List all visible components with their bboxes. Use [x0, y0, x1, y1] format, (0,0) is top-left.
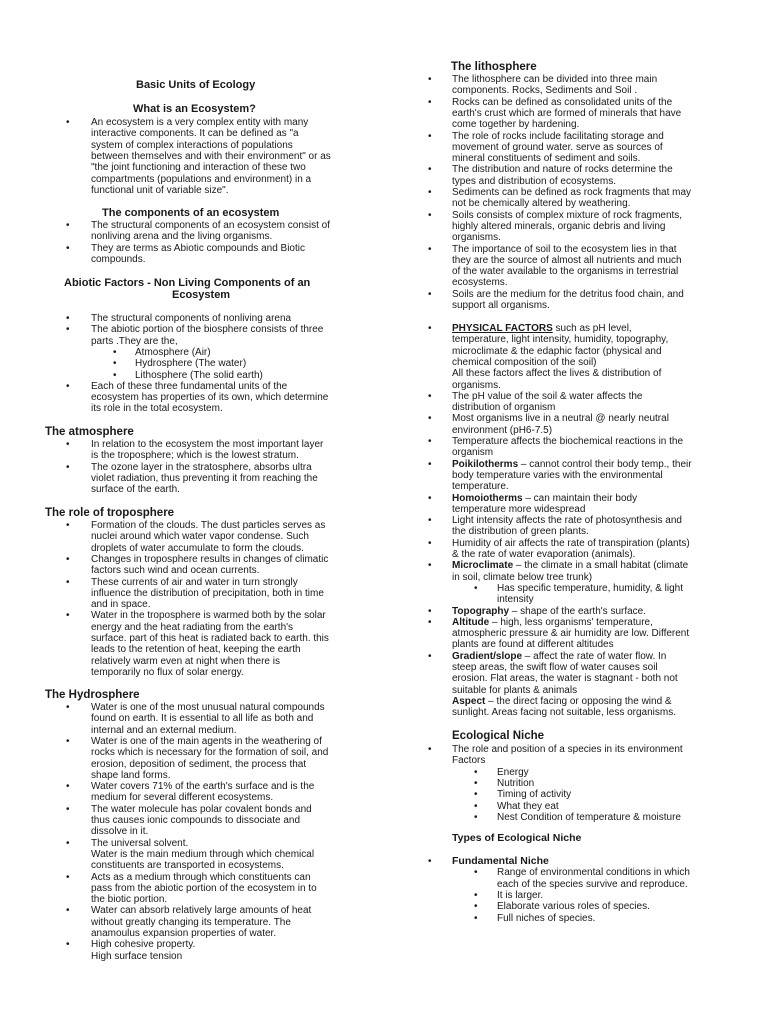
list-item-text: distribution of organism	[452, 402, 556, 414]
term-label: Homoiotherms	[452, 492, 523, 504]
bullet-icon: •	[428, 436, 432, 447]
text-line: Factors	[452, 755, 486, 767]
bullet-icon: •	[428, 243, 432, 255]
term-label: Microclimate	[452, 560, 514, 572]
bullet-icon: •	[474, 789, 478, 801]
section-heading: Fundamental Niche	[452, 855, 549, 867]
list-item-text: Sediments can be defined as rock fragments that may	[452, 187, 692, 198]
list-item-text: Water can absorb relatively large amounts of heat	[91, 905, 312, 917]
list-item-text: Soils consists of complex mixture of rock fragments,	[452, 209, 683, 221]
bullet-icon: •	[428, 187, 432, 198]
bullet-icon: •	[428, 616, 432, 628]
bullet-icon: •	[428, 560, 432, 572]
term-definition: – high, less organisms' temperature,	[489, 616, 653, 628]
bullet-icon: •	[428, 413, 432, 425]
text-line: microclimate & the edaphic factor (physical and	[452, 345, 662, 357]
list-item-text: The water molecule has polar covalent bonds and	[91, 803, 312, 815]
section-heading: The components of an ecosystem	[102, 207, 280, 219]
text-line: steep areas, the swift flow of water causes soil	[452, 662, 658, 673]
list-item-text: movement of ground water. serve as sources of	[452, 141, 663, 153]
text-line: in soil, climate below tree trunk)	[452, 571, 593, 583]
paragraph-text: system of complex interactions of populations	[91, 139, 293, 151]
list-item-text: its role in the total ecosystem.	[91, 403, 223, 415]
sub-list-item: Full niches of species.	[497, 912, 596, 924]
list-item-text: types and distribution of ecosystems.	[452, 175, 616, 187]
term-label: Aspect	[452, 695, 486, 707]
term-label: Gradient/slope	[452, 650, 523, 662]
sub-list-item: It is larger.	[497, 889, 544, 901]
bullet-icon: •	[66, 439, 70, 450]
section-heading: The lithosphere	[451, 61, 537, 73]
list-item-text: constituents are transported in ecosystems.	[91, 860, 284, 872]
text-line: erosion. Flat areas, the water is stagnant - both not	[452, 673, 678, 685]
text-line: sunlight. Areas facing not suitable, less organisms.	[452, 707, 677, 719]
bullet-icon: •	[66, 380, 70, 392]
list-item-text: rocks which is necessary for the formation of soil, and	[91, 747, 329, 759]
bullet-icon: •	[66, 837, 70, 849]
term-definition: – the climate in a small habitat (climate	[513, 560, 689, 572]
physical-factors-line	[452, 323, 632, 334]
list-item-text: environment (pH6-7.5)	[452, 424, 553, 436]
list-item-text: Water covers 71% of the earth's surface and is the	[91, 781, 315, 793]
text-line: All these factors affect the lives & distribution of	[452, 368, 662, 380]
text-line	[452, 606, 646, 617]
sub-list-item: Nutrition	[497, 777, 535, 789]
list-item-text: is the troposphere; which is the lowest stratum.	[91, 450, 299, 462]
list-item-text: The importance of soil to the ecosystem lies in that	[452, 243, 677, 255]
bullet-icon: •	[428, 537, 432, 549]
bullet-icon: •	[474, 811, 478, 823]
bullet-icon: •	[428, 458, 432, 470]
bullet-icon: •	[428, 856, 432, 867]
text-line	[452, 696, 672, 707]
term-definition: – shape of the earth's surface.	[509, 605, 647, 617]
list-item-text: The pH value of the soil & water affects the	[452, 390, 643, 402]
sub-list-item: Timing of activity	[497, 789, 572, 801]
bullet-icon: •	[428, 515, 432, 527]
text-line	[452, 651, 666, 662]
bullet-icon: •	[428, 74, 432, 85]
list-item-text: nuclei around which water vapor condense. Such	[91, 531, 309, 543]
list-item-text: Acts as a medium through which constituents can	[91, 871, 311, 883]
list-item-text: High surface tension	[91, 950, 183, 962]
text-line: temperature more widespread	[452, 503, 586, 515]
bullet-icon: •	[66, 702, 70, 713]
list-item-text: The structural components of nonliving arena	[91, 313, 292, 324]
bullet-icon: •	[66, 735, 70, 747]
list-item-text: pass from the abiotic portion of the ecosystem in to	[91, 882, 317, 894]
list-item-text: surface of the earth.	[91, 484, 180, 496]
list-item-text: factors such wind and ocean currents.	[91, 565, 260, 577]
bullet-icon: •	[428, 288, 432, 300]
text-line: The role and position of a species in its environment	[452, 744, 683, 755]
text-line: temperature.	[452, 481, 509, 493]
list-item-text: dissolve in it.	[91, 826, 149, 838]
list-item-text: The ozone layer in the stratosphere, absorbs ultra	[91, 461, 312, 473]
term-definition: – can maintain their body	[522, 492, 638, 504]
list-item-text: High cohesive property.	[91, 939, 196, 951]
sub-list-item: Nest Condition of temperature & moisture	[497, 811, 681, 823]
paragraph-text: An ecosystem is a very complex entity with many	[91, 117, 309, 128]
bullet-icon: •	[66, 324, 70, 336]
list-item-text: found on earth. It is essential to all life as both and	[91, 713, 314, 725]
list-item-text: Each of these three fundamental units of the	[91, 380, 288, 392]
text-line: chemical composition of the soil)	[452, 356, 597, 368]
bullet-icon: •	[66, 803, 70, 815]
list-item-text: anamoulus expansion properties of water.	[91, 928, 277, 939]
list-item-text: internal and an external medium.	[91, 724, 237, 736]
bullet-icon: •	[66, 520, 70, 531]
list-item-text: Water is one of the main agents in the weathering of	[91, 735, 322, 747]
bullet-icon: •	[66, 117, 70, 128]
bullet-icon: •	[113, 369, 117, 381]
list-item-text: mineral constituents of sediment and soils.	[452, 153, 641, 165]
section-heading: Types of Ecological Niche	[452, 832, 582, 844]
bullet-icon: •	[474, 912, 478, 924]
list-item-text: highly altered minerals, organic debris and living	[452, 220, 666, 232]
list-item-text: without greatly changing its temperature. The	[91, 916, 291, 928]
list-item-text: leads to the retention of heat, keeping the earth	[91, 644, 301, 656]
list-item-text: the biotic portion.	[91, 894, 168, 906]
sub-list-item: Lithosphere (The solid earth)	[135, 369, 263, 381]
bullet-icon: •	[428, 323, 432, 334]
term-definition: such as pH level,	[552, 323, 632, 334]
sub-list-item: each of the species survive and reproduce.	[497, 878, 688, 890]
text-line: suitable for plants & animals	[452, 684, 578, 696]
term-label: Poikilotherms	[452, 458, 519, 470]
sub-list-item: Range of environmental conditions in which	[497, 867, 690, 879]
list-item-text: Soils are the medium for the detritus food chain, and	[452, 288, 684, 300]
list-item-text: droplets of water accumulate to form the clouds.	[91, 542, 304, 554]
bullet-icon: •	[66, 871, 70, 883]
bullet-icon: •	[66, 576, 70, 588]
bullet-icon: •	[474, 901, 478, 913]
bullet-icon: •	[428, 164, 432, 176]
paragraph-text: compartments (populations and environment) in a	[91, 173, 312, 185]
bullet-icon: •	[66, 610, 70, 622]
sub-list-item: What they eat	[497, 800, 559, 812]
list-item-text: These currents of air and water in turn strongly	[91, 576, 298, 588]
list-item-text: The structural components of an ecosystem consist of	[91, 220, 330, 231]
list-item-text: compounds.	[91, 253, 146, 265]
list-item-text: Rocks can be defined as consolidated units of the	[452, 96, 673, 108]
bullet-icon: •	[474, 766, 478, 778]
text-line	[452, 493, 637, 504]
list-item-text: they are the source of almost all nutrients and much	[452, 254, 682, 266]
bullet-icon: •	[66, 905, 70, 917]
bullet-icon: •	[66, 313, 70, 324]
bullet-icon: •	[474, 800, 478, 812]
list-item-text: energy and the heat radiating from the earth's	[91, 621, 294, 633]
list-item-text: relatively warm even at night when there is	[91, 655, 280, 667]
sub-list-item: Atmosphere (Air)	[135, 346, 211, 358]
list-item-text: of the water available to the organisms in terrestrial	[452, 266, 679, 278]
list-item-text: They are terms as Abiotic compounds and Biotic	[91, 242, 305, 254]
bullet-icon: •	[428, 650, 432, 662]
term-label: PHYSICAL FACTORS	[452, 323, 553, 334]
text-line: plants are found at different altitudes	[452, 639, 614, 651]
section-heading: What is an Ecosystem?	[133, 103, 256, 115]
paragraph-text: "the joint functioning and interaction of these two	[91, 162, 306, 174]
bullet-icon: •	[66, 781, 70, 793]
bullet-icon: •	[474, 867, 478, 879]
list-item-text: organisms.	[452, 232, 501, 244]
list-item-text: influence the distribution of precipitation, both in time	[91, 587, 324, 599]
section-heading: The atmosphere	[45, 426, 134, 438]
paragraph-text: functional unit of variable size".	[91, 184, 229, 196]
text-line	[452, 617, 653, 628]
section-heading: The Hydrosphere	[45, 689, 140, 701]
section-heading: Ecosystem	[172, 289, 231, 301]
sub-list-item: intensity	[497, 594, 534, 606]
bullet-icon: •	[474, 777, 478, 789]
section-heading: Ecological Niche	[452, 730, 545, 742]
bullet-icon: •	[474, 582, 478, 594]
list-item-text: violet radiation, thus preventing it from reaching the	[91, 472, 318, 484]
section-heading: Abiotic Factors - Non Living Components of an	[64, 277, 311, 289]
bullet-icon: •	[428, 130, 432, 142]
list-item-text: organism	[452, 447, 494, 459]
term-definition: – the direct facing or opposing the wind &	[485, 695, 672, 707]
list-item-text: medium for several different ecosystems.	[91, 792, 274, 804]
list-item-text: Changes in troposphere results in changes of climatic	[91, 553, 329, 565]
list-item-text: nonliving arena and the living organisms.	[91, 231, 273, 243]
list-item-text: erosion, deposition of sediment, the process that	[91, 758, 307, 770]
sub-list-item: Energy	[497, 766, 529, 778]
bullet-icon: •	[66, 553, 70, 565]
bullet-icon: •	[66, 461, 70, 473]
list-item-text: Formation of the clouds. The dust particles serves as	[91, 520, 326, 531]
list-item-text: earth's crust which are formed of minerals that have	[452, 107, 682, 119]
list-item-text: shape land forms.	[91, 769, 171, 781]
list-item-text: surface. part of this heat is radiated back to earth. this	[91, 633, 329, 644]
list-item-text: The role of rocks include facilitating storage and	[452, 130, 664, 142]
bullet-icon: •	[474, 889, 478, 901]
term-label: Topography	[452, 605, 510, 617]
text-line: body temperature varies with the environmental	[452, 469, 663, 481]
term-label: Altitude	[452, 616, 490, 628]
text-line: organisms.	[452, 379, 501, 391]
bullet-icon: •	[113, 358, 117, 370]
text-line: temperature, light intensity, humidity, topography,	[452, 334, 669, 346]
bullet-icon: •	[428, 209, 432, 221]
text-line: atmospheric pressure & air humidity are low. Different	[452, 628, 690, 640]
list-item-text: ecosystems.	[452, 277, 508, 289]
bullet-icon: •	[428, 96, 432, 108]
bullet-icon: •	[66, 220, 70, 231]
bullet-icon: •	[428, 605, 432, 617]
list-item-text: The universal solvent.	[91, 837, 189, 849]
list-item-text: support all organisms.	[452, 300, 550, 311]
text-line	[452, 459, 692, 470]
list-item-text: Water in the troposphere is warmed both by the solar	[91, 610, 326, 622]
list-item-text: come together by hardening.	[452, 119, 580, 131]
list-item-text: & the rate of water evaporation (animals).	[452, 549, 636, 560]
term-definition: – cannot control their body temp., their	[518, 458, 692, 470]
list-item-text: components. Rocks, Sediments and Soil .	[452, 85, 638, 97]
list-item-text: The distribution and nature of rocks determine the	[452, 164, 673, 176]
list-item-text: not be chemically altered by weathering.	[452, 198, 631, 210]
list-item-text: Water is one of the most unusual natural compounds	[91, 702, 325, 713]
bullet-icon: •	[428, 744, 432, 755]
list-item-text: The abiotic portion of the biosphere consists of three	[91, 324, 324, 336]
list-item-text: Humidity of air affects the rate of transpiration (plants)	[452, 537, 690, 549]
paragraph-text: interactive components. It can be defined as "a	[91, 128, 299, 140]
list-item-text: Light intensity affects the rate of photosynthesis and	[452, 515, 682, 527]
list-item-text: parts .They are the,	[91, 335, 178, 347]
bullet-icon: •	[428, 390, 432, 402]
sub-list-item: Hydrosphere (The water)	[135, 358, 247, 370]
bullet-icon: •	[428, 492, 432, 504]
section-heading: The role of troposphere	[45, 507, 175, 519]
bullet-icon: •	[113, 346, 117, 358]
document-title: Basic Units of Ecology	[136, 79, 256, 91]
list-item-text: In relation to the ecosystem the most important layer	[91, 439, 324, 450]
list-item-text: Temperature affects the biochemical reactions in the	[452, 436, 684, 447]
list-item-text: Most organisms live in a neutral @ nearly neutral	[452, 413, 669, 425]
list-item-text: temporarily no flux of solar energy.	[91, 666, 244, 678]
list-item-text: ecosystem has properties of its own, which determine	[91, 392, 329, 404]
text-line	[452, 560, 688, 571]
paragraph-text: between themselves and with their environment" or as	[91, 150, 331, 162]
list-item-text: and in space.	[91, 599, 151, 611]
list-item-text: the distribution of green plants.	[452, 526, 589, 538]
term-definition: – affect the rate of water flow. In	[522, 650, 667, 662]
sub-list-item: Elaborate various roles of species.	[497, 901, 650, 913]
bullet-icon: •	[66, 939, 70, 951]
sub-list-item: Has specific temperature, humidity, & light	[497, 582, 684, 594]
list-item-text: Water is the main medium through which chemical	[91, 848, 315, 860]
bullet-icon: •	[66, 242, 70, 254]
list-item-text: thus causes ionic compounds to dissociate and	[91, 815, 301, 826]
list-item-text: The lithosphere can be divided into three main	[452, 74, 658, 85]
